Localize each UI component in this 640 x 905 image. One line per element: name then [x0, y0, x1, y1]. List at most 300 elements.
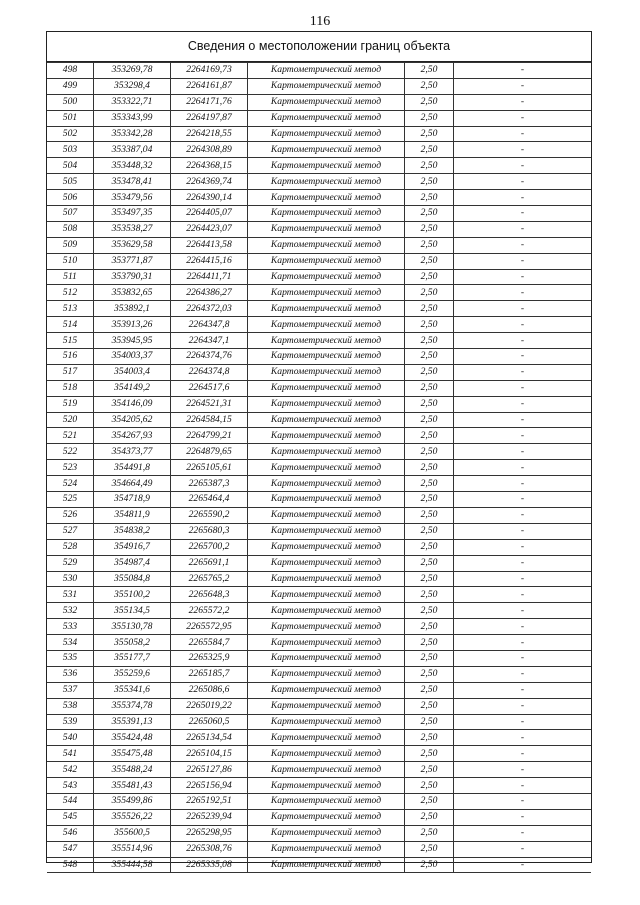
method-cell: Картометрический метод — [248, 190, 405, 206]
coord-y-cell: 2264879,65 — [171, 444, 248, 460]
coord-y-cell: 2264347,1 — [171, 333, 248, 349]
accuracy-cell: 2,50 — [405, 762, 454, 778]
table-row — [47, 364, 591, 380]
table-row — [47, 460, 591, 476]
point-number-cell: 529 — [47, 555, 94, 571]
accuracy-cell: 2,50 — [405, 571, 454, 587]
description-cell: - — [454, 349, 592, 365]
description-cell: - — [454, 507, 592, 523]
coord-y-cell: 2264308,89 — [171, 142, 248, 158]
table-row — [47, 158, 591, 174]
coord-y-cell: 2265335,08 — [171, 857, 248, 873]
description-cell: - — [454, 603, 592, 619]
method-cell: Картометрический метод — [248, 94, 405, 110]
accuracy-cell: 2,50 — [405, 587, 454, 603]
coord-y-cell: 2264799,21 — [171, 428, 248, 444]
description-cell: - — [454, 269, 592, 285]
accuracy-cell: 2,50 — [405, 746, 454, 762]
point-number-cell: 518 — [47, 380, 94, 396]
table-row — [47, 746, 591, 762]
description-cell: - — [454, 682, 592, 698]
accuracy-cell: 2,50 — [405, 237, 454, 253]
point-number-cell: 528 — [47, 539, 94, 555]
point-number-cell: 511 — [47, 269, 94, 285]
coord-x-cell: 353892,1 — [94, 301, 171, 317]
accuracy-cell: 2,50 — [405, 444, 454, 460]
coord-y-cell: 2265590,2 — [171, 507, 248, 523]
point-number-cell: 507 — [47, 206, 94, 222]
coord-y-cell: 2264347,8 — [171, 317, 248, 333]
coord-x-cell: 353269,78 — [94, 63, 171, 79]
description-cell: - — [454, 793, 592, 809]
coord-y-cell: 2265134,54 — [171, 730, 248, 746]
accuracy-cell: 2,50 — [405, 174, 454, 190]
coord-x-cell: 355481,43 — [94, 778, 171, 794]
method-cell: Картометрический метод — [248, 809, 405, 825]
accuracy-cell: 2,50 — [405, 126, 454, 142]
table-row — [47, 380, 591, 396]
table-row — [47, 396, 591, 412]
table-row — [47, 555, 591, 571]
description-cell: - — [454, 317, 592, 333]
accuracy-cell: 2,50 — [405, 857, 454, 873]
method-cell: Картометрический метод — [248, 78, 405, 94]
coord-y-cell: 2265584,7 — [171, 635, 248, 651]
coord-x-cell: 355058,2 — [94, 635, 171, 651]
table-row — [47, 523, 591, 539]
description-cell: - — [454, 428, 592, 444]
description-cell: - — [454, 523, 592, 539]
table-row — [47, 428, 591, 444]
table-row — [47, 63, 591, 79]
coord-y-cell: 2265127,86 — [171, 762, 248, 778]
point-number-cell: 522 — [47, 444, 94, 460]
accuracy-cell: 2,50 — [405, 793, 454, 809]
description-cell: - — [454, 841, 592, 857]
coord-x-cell: 355391,13 — [94, 714, 171, 730]
accuracy-cell: 2,50 — [405, 142, 454, 158]
coord-y-cell: 2265019,22 — [171, 698, 248, 714]
coord-x-cell: 353538,27 — [94, 221, 171, 237]
accuracy-cell: 2,50 — [405, 94, 454, 110]
point-number-cell: 547 — [47, 841, 94, 857]
accuracy-cell: 2,50 — [405, 364, 454, 380]
coord-y-cell: 2264405,07 — [171, 206, 248, 222]
method-cell: Картометрический метод — [248, 492, 405, 508]
table-row — [47, 285, 591, 301]
page-number: 116 — [309, 14, 331, 29]
accuracy-cell: 2,50 — [405, 63, 454, 79]
method-cell: Картометрический метод — [248, 539, 405, 555]
coord-x-cell: 353479,56 — [94, 190, 171, 206]
accuracy-cell: 2,50 — [405, 269, 454, 285]
accuracy-cell: 2,50 — [405, 380, 454, 396]
coord-x-cell: 355259,6 — [94, 666, 171, 682]
method-cell: Картометрический метод — [248, 650, 405, 666]
description-cell: - — [454, 174, 592, 190]
coord-x-cell: 354811,9 — [94, 507, 171, 523]
table-row — [47, 237, 591, 253]
table-row — [47, 635, 591, 651]
method-cell: Картометрический метод — [248, 698, 405, 714]
accuracy-cell: 2,50 — [405, 253, 454, 269]
accuracy-cell: 2,50 — [405, 396, 454, 412]
point-number-cell: 546 — [47, 825, 94, 841]
table-title: Сведения о местоположении границ объекта — [47, 32, 591, 62]
method-cell: Картометрический метод — [248, 349, 405, 365]
coord-x-cell: 354987,4 — [94, 555, 171, 571]
coord-x-cell: 355177,7 — [94, 650, 171, 666]
point-number-cell: 500 — [47, 94, 94, 110]
coord-x-cell: 353832,65 — [94, 285, 171, 301]
coord-y-cell: 2265572,95 — [171, 619, 248, 635]
description-cell: - — [454, 380, 592, 396]
coord-x-cell: 354491,8 — [94, 460, 171, 476]
accuracy-cell: 2,50 — [405, 682, 454, 698]
description-cell: - — [454, 778, 592, 794]
coord-x-cell: 355084,8 — [94, 571, 171, 587]
accuracy-cell: 2,50 — [405, 523, 454, 539]
coord-y-cell: 2264415,16 — [171, 253, 248, 269]
coord-y-cell: 2264197,87 — [171, 110, 248, 126]
point-number-cell: 539 — [47, 714, 94, 730]
coord-y-cell: 2264413,58 — [171, 237, 248, 253]
method-cell: Картометрический метод — [248, 555, 405, 571]
accuracy-cell: 2,50 — [405, 825, 454, 841]
description-cell: - — [454, 412, 592, 428]
method-cell: Картометрический метод — [248, 714, 405, 730]
table-row — [47, 190, 591, 206]
description-cell: - — [454, 206, 592, 222]
method-cell: Картометрический метод — [248, 587, 405, 603]
coord-x-cell: 353945,95 — [94, 333, 171, 349]
description-cell: - — [454, 825, 592, 841]
table-row — [47, 221, 591, 237]
point-number-cell: 526 — [47, 507, 94, 523]
accuracy-cell: 2,50 — [405, 428, 454, 444]
table-row — [47, 650, 591, 666]
coord-x-cell: 355341,6 — [94, 682, 171, 698]
table-row — [47, 476, 591, 492]
point-number-cell: 527 — [47, 523, 94, 539]
table-row — [47, 349, 591, 365]
table-row — [47, 412, 591, 428]
point-number-cell: 534 — [47, 635, 94, 651]
coord-y-cell: 2264169,73 — [171, 63, 248, 79]
point-number-cell: 525 — [47, 492, 94, 508]
coord-x-cell: 355424,48 — [94, 730, 171, 746]
table-row — [47, 333, 591, 349]
method-cell: Картометрический метод — [248, 857, 405, 873]
accuracy-cell: 2,50 — [405, 698, 454, 714]
table-row — [47, 301, 591, 317]
accuracy-cell: 2,50 — [405, 619, 454, 635]
coord-x-cell: 353448,32 — [94, 158, 171, 174]
coord-y-cell: 2265325,9 — [171, 650, 248, 666]
point-number-cell: 514 — [47, 317, 94, 333]
description-cell: - — [454, 476, 592, 492]
accuracy-cell: 2,50 — [405, 460, 454, 476]
method-cell: Картометрический метод — [248, 619, 405, 635]
coord-x-cell: 354146,09 — [94, 396, 171, 412]
point-number-cell: 508 — [47, 221, 94, 237]
point-number-cell: 538 — [47, 698, 94, 714]
coord-y-cell: 2265298,95 — [171, 825, 248, 841]
table-row — [47, 539, 591, 555]
coord-y-cell: 2265464,4 — [171, 492, 248, 508]
accuracy-cell: 2,50 — [405, 635, 454, 651]
point-number-cell: 524 — [47, 476, 94, 492]
point-number-cell: 544 — [47, 793, 94, 809]
table-row — [47, 571, 591, 587]
accuracy-cell: 2,50 — [405, 730, 454, 746]
point-number-cell: 531 — [47, 587, 94, 603]
method-cell: Картометрический метод — [248, 301, 405, 317]
accuracy-cell: 2,50 — [405, 476, 454, 492]
coord-y-cell: 2265239,94 — [171, 809, 248, 825]
point-number-cell: 516 — [47, 349, 94, 365]
method-cell: Картометрический метод — [248, 269, 405, 285]
accuracy-cell: 2,50 — [405, 158, 454, 174]
coord-x-cell: 354267,93 — [94, 428, 171, 444]
method-cell: Картометрический метод — [248, 635, 405, 651]
table-row — [47, 666, 591, 682]
table-row — [47, 587, 591, 603]
method-cell: Картометрический метод — [248, 206, 405, 222]
point-number-cell: 510 — [47, 253, 94, 269]
coord-y-cell: 2264411,71 — [171, 269, 248, 285]
table-row — [47, 126, 591, 142]
point-number-cell: 532 — [47, 603, 94, 619]
table-row — [47, 317, 591, 333]
table-row — [47, 793, 591, 809]
method-cell: Картометрический метод — [248, 428, 405, 444]
method-cell: Картометрический метод — [248, 333, 405, 349]
accuracy-cell: 2,50 — [405, 333, 454, 349]
coord-x-cell: 355374,78 — [94, 698, 171, 714]
coord-y-cell: 2264372,03 — [171, 301, 248, 317]
method-cell: Картометрический метод — [248, 412, 405, 428]
coord-x-cell: 353387,04 — [94, 142, 171, 158]
description-cell: - — [454, 666, 592, 682]
point-number-cell: 535 — [47, 650, 94, 666]
point-number-cell: 533 — [47, 619, 94, 635]
point-number-cell: 548 — [47, 857, 94, 873]
coord-y-cell: 2264218,55 — [171, 126, 248, 142]
description-cell: - — [454, 78, 592, 94]
method-cell: Картометрический метод — [248, 603, 405, 619]
coord-y-cell: 2264521,31 — [171, 396, 248, 412]
table-row — [47, 142, 591, 158]
coord-y-cell: 2265060,5 — [171, 714, 248, 730]
table-body — [47, 63, 591, 873]
method-cell: Картометрический метод — [248, 841, 405, 857]
description-cell: - — [454, 158, 592, 174]
document-frame — [46, 31, 592, 870]
table-row — [47, 94, 591, 110]
accuracy-cell: 2,50 — [405, 650, 454, 666]
description-cell: - — [454, 444, 592, 460]
method-cell: Картометрический метод — [248, 253, 405, 269]
coord-x-cell: 353322,71 — [94, 94, 171, 110]
method-cell: Картометрический метод — [248, 174, 405, 190]
table-row — [47, 507, 591, 523]
description-cell: - — [454, 698, 592, 714]
table-row — [47, 619, 591, 635]
accuracy-cell: 2,50 — [405, 666, 454, 682]
coord-y-cell: 2264390,14 — [171, 190, 248, 206]
description-cell: - — [454, 571, 592, 587]
table-row — [47, 857, 591, 873]
point-number-cell: 505 — [47, 174, 94, 190]
method-cell: Картометрический метод — [248, 682, 405, 698]
description-cell: - — [454, 762, 592, 778]
point-number-cell: 513 — [47, 301, 94, 317]
coord-x-cell: 355514,96 — [94, 841, 171, 857]
description-cell: - — [454, 619, 592, 635]
point-number-cell: 519 — [47, 396, 94, 412]
coord-y-cell: 2264386,27 — [171, 285, 248, 301]
coord-x-cell: 353497,35 — [94, 206, 171, 222]
accuracy-cell: 2,50 — [405, 412, 454, 428]
coord-x-cell: 353771,87 — [94, 253, 171, 269]
description-cell: - — [454, 555, 592, 571]
coord-y-cell: 2265680,3 — [171, 523, 248, 539]
table-row — [47, 698, 591, 714]
table-row — [47, 682, 591, 698]
point-number-cell: 517 — [47, 364, 94, 380]
point-number-cell: 540 — [47, 730, 94, 746]
table-row — [47, 78, 591, 94]
coord-x-cell: 354149,2 — [94, 380, 171, 396]
method-cell: Картометрический метод — [248, 666, 405, 682]
point-number-cell: 501 — [47, 110, 94, 126]
coord-x-cell: 355488,24 — [94, 762, 171, 778]
coord-x-cell: 353478,41 — [94, 174, 171, 190]
table-row — [47, 444, 591, 460]
point-number-cell: 515 — [47, 333, 94, 349]
accuracy-cell: 2,50 — [405, 507, 454, 523]
table-row — [47, 110, 591, 126]
coord-y-cell: 2265156,94 — [171, 778, 248, 794]
coord-y-cell: 2265104,15 — [171, 746, 248, 762]
method-cell: Картометрический метод — [248, 778, 405, 794]
method-cell: Картометрический метод — [248, 444, 405, 460]
coord-x-cell: 353790,31 — [94, 269, 171, 285]
coord-x-cell: 354916,7 — [94, 539, 171, 555]
table-row — [47, 206, 591, 222]
point-number-cell: 512 — [47, 285, 94, 301]
coord-x-cell: 355134,5 — [94, 603, 171, 619]
coord-x-cell: 355475,48 — [94, 746, 171, 762]
coord-x-cell: 355526,22 — [94, 809, 171, 825]
coord-y-cell: 2265192,51 — [171, 793, 248, 809]
method-cell: Картометрический метод — [248, 746, 405, 762]
description-cell: - — [454, 301, 592, 317]
description-cell: - — [454, 809, 592, 825]
method-cell: Картометрический метод — [248, 396, 405, 412]
method-cell: Картометрический метод — [248, 460, 405, 476]
method-cell: Картометрический метод — [248, 285, 405, 301]
table-row — [47, 809, 591, 825]
coord-y-cell: 2264369,74 — [171, 174, 248, 190]
method-cell: Картометрический метод — [248, 63, 405, 79]
accuracy-cell: 2,50 — [405, 841, 454, 857]
point-number-cell: 542 — [47, 762, 94, 778]
coord-y-cell: 2265105,61 — [171, 460, 248, 476]
description-cell: - — [454, 126, 592, 142]
coord-y-cell: 2265572,2 — [171, 603, 248, 619]
coord-y-cell: 2264584,15 — [171, 412, 248, 428]
method-cell: Картометрический метод — [248, 523, 405, 539]
accuracy-cell: 2,50 — [405, 778, 454, 794]
description-cell: - — [454, 333, 592, 349]
coord-y-cell: 2264374,8 — [171, 364, 248, 380]
description-cell: - — [454, 650, 592, 666]
method-cell: Картометрический метод — [248, 126, 405, 142]
method-cell: Картометрический метод — [248, 221, 405, 237]
point-number-cell: 506 — [47, 190, 94, 206]
table-row — [47, 174, 591, 190]
table-row — [47, 492, 591, 508]
coord-x-cell: 354664,49 — [94, 476, 171, 492]
coord-y-cell: 2265700,2 — [171, 539, 248, 555]
point-number-cell: 504 — [47, 158, 94, 174]
coord-x-cell: 354838,2 — [94, 523, 171, 539]
method-cell: Картометрический метод — [248, 793, 405, 809]
accuracy-cell: 2,50 — [405, 317, 454, 333]
coord-x-cell: 355100,2 — [94, 587, 171, 603]
coord-x-cell: 354373,77 — [94, 444, 171, 460]
description-cell: - — [454, 492, 592, 508]
description-cell: - — [454, 746, 592, 762]
description-cell: - — [454, 396, 592, 412]
description-cell: - — [454, 857, 592, 873]
table-row — [47, 603, 591, 619]
coord-x-cell: 353343,99 — [94, 110, 171, 126]
coord-x-cell: 355444,58 — [94, 857, 171, 873]
description-cell: - — [454, 364, 592, 380]
method-cell: Картометрический метод — [248, 158, 405, 174]
accuracy-cell: 2,50 — [405, 603, 454, 619]
accuracy-cell: 2,50 — [405, 285, 454, 301]
accuracy-cell: 2,50 — [405, 349, 454, 365]
coord-x-cell: 355600,5 — [94, 825, 171, 841]
description-cell: - — [454, 714, 592, 730]
description-cell: - — [454, 110, 592, 126]
coord-x-cell: 353913,26 — [94, 317, 171, 333]
method-cell: Картометрический метод — [248, 110, 405, 126]
point-number-cell: 520 — [47, 412, 94, 428]
table-row — [47, 825, 591, 841]
accuracy-cell: 2,50 — [405, 492, 454, 508]
coord-x-cell: 355130,78 — [94, 619, 171, 635]
coord-y-cell: 2265648,3 — [171, 587, 248, 603]
point-number-cell: 536 — [47, 666, 94, 682]
method-cell: Картометрический метод — [248, 507, 405, 523]
method-cell: Картометрический метод — [248, 571, 405, 587]
description-cell: - — [454, 587, 592, 603]
table-row — [47, 730, 591, 746]
method-cell: Картометрический метод — [248, 476, 405, 492]
description-cell: - — [454, 539, 592, 555]
accuracy-cell: 2,50 — [405, 539, 454, 555]
accuracy-cell: 2,50 — [405, 78, 454, 94]
coord-y-cell: 2264161,87 — [171, 78, 248, 94]
table-row — [47, 269, 591, 285]
coord-x-cell: 354003,37 — [94, 349, 171, 365]
accuracy-cell: 2,50 — [405, 110, 454, 126]
